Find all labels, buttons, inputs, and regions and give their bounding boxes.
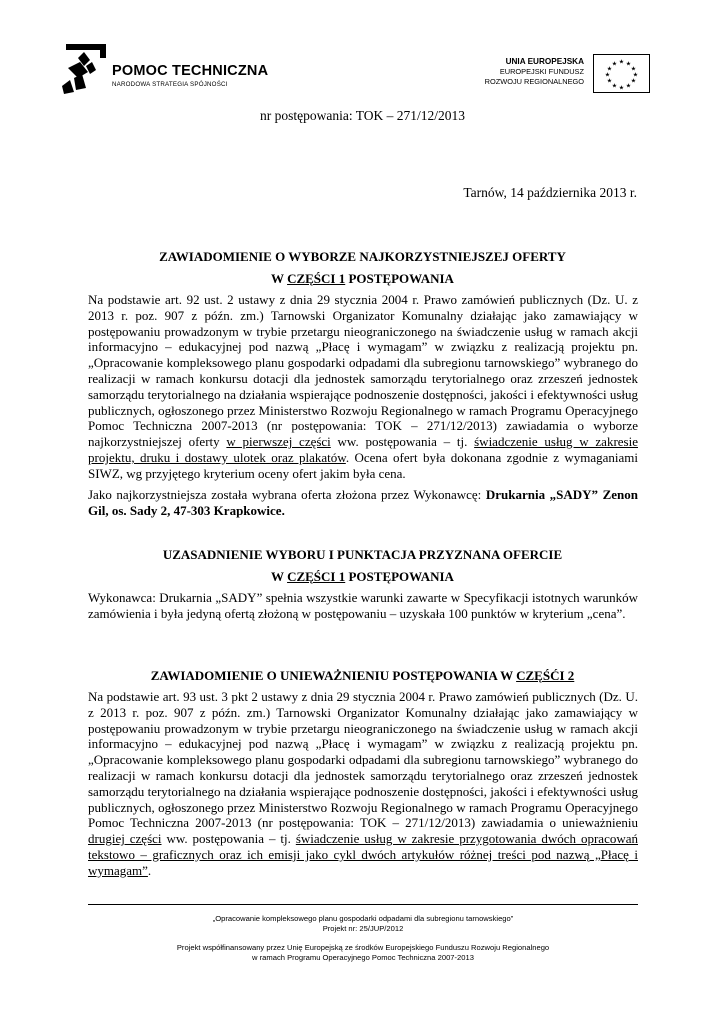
nss-logo-icon bbox=[60, 44, 108, 96]
svg-text:★: ★ bbox=[606, 65, 613, 73]
section1-heading-line2: W CZĘŚCI 1 POSTĘPOWANIA bbox=[271, 271, 454, 286]
eu-line2: EUROPEJSKI FUNDUSZ bbox=[499, 67, 584, 76]
footer-project bbox=[88, 914, 638, 934]
svg-text:★: ★ bbox=[625, 82, 632, 90]
section2-heading-line1: UZASADNIENIE WYBORU I PUNKTACJA PRZYZNANA OFERCIE bbox=[162, 547, 563, 562]
eu-text bbox=[485, 56, 584, 87]
section2-heading bbox=[88, 546, 637, 585]
svg-text:★: ★ bbox=[618, 84, 625, 92]
eu-stars-icon bbox=[593, 54, 650, 93]
svg-text:★: ★ bbox=[604, 71, 611, 79]
logo-subtitle: NARODOWA STRATEGIA SPÓJNOŚCI bbox=[112, 81, 228, 88]
eu-line1: UNIA EUROPEJSKA bbox=[505, 57, 584, 66]
logo-title: POMOC TECHNICZNA bbox=[112, 63, 269, 79]
svg-text:★: ★ bbox=[611, 60, 618, 68]
svg-text:★: ★ bbox=[606, 77, 613, 85]
eu-logo bbox=[470, 54, 650, 96]
footer-line4: w ramach Programu Operacyjnego Pomoc Techniczna 2007-2013 bbox=[252, 953, 474, 962]
section1-heading bbox=[88, 248, 637, 287]
svg-text:★: ★ bbox=[630, 77, 637, 85]
footer-funding bbox=[88, 943, 638, 963]
section2-paragraph: Wykonawca: Drukarnia „SADY” spełnia wszystkie warunki zawarte w Specyfikacji istotnych warunków zamówienia i była jedyną ofertą złożoną w postępowaniu – uzyskała 100 punktów w kryterium „cena”. bbox=[88, 590, 638, 621]
section3-heading: ZAWIADOMIENIE O UNIEWAŻNIENIU POSTĘPOWANIA W CZĘŚĆI 2 bbox=[150, 668, 575, 683]
eu-line3: ROZWOJU REGIONALNEGO bbox=[484, 77, 584, 86]
footer-line3: Projekt współfinansowany przez Unię Europejską ze środków Europejskiego Funduszu Rozwoju Regionalnego bbox=[176, 943, 550, 952]
footer-divider bbox=[88, 904, 638, 905]
document-date: Tarnów, 14 października 2013 r. bbox=[463, 185, 637, 200]
section2-heading-line2: W CZĘŚCI 1 POSTĘPOWANIA bbox=[271, 569, 454, 584]
svg-text:★: ★ bbox=[618, 58, 625, 66]
svg-text:★: ★ bbox=[611, 82, 618, 90]
svg-text:★: ★ bbox=[630, 65, 637, 73]
svg-text:★: ★ bbox=[632, 71, 639, 79]
reference-number: nr postępowania: TOK – 271/12/2013 bbox=[260, 108, 465, 123]
svg-text:★: ★ bbox=[625, 60, 632, 68]
section1-paragraph2: Jako najkorzystniejsza została wybrana oferta złożona przez Wykonawcę: Drukarnia „SADY” Zenon Gil, os. Sady 2, 47-303 Krapkowice. bbox=[88, 487, 639, 518]
section1-paragraph1: Na podstawie art. 92 ust. 2 ustawy z dnia 29 stycznia 2004 r. Prawo zamówień publicznych (Dz. U. z 2013 r. poz. 907 z późn. zm.) Tarnowski Organizator Komunalny działając jako zamawiający w postępowaniu prowadzonym w trybie przetargu nieograniczonego na świadczenie usług w ramach akcji informacyjno – edukacyjnej pod nazwą „Płacę i wymagam” w związku z realizacją projektu pn. „Opracowanie kompleksowego planu gospodarki odpadami dla subregionu tarnowskiego” wybranego do realizacji w ramach konkursu dotacji dla jednostek samorządu terytorialnego oraz zrzeszeń jednostek samorządu terytorialnego na działania wspierające podnoszenie dostępności, jakości i efektywności usług publicznych, ogłoszonego przez Ministerstwo Rozwoju Regionalnego w ramach Programu Operacyjnego Pomoc Techniczna 2007-2013 (nr postępowania: TOK – 271/12/2013) zawiadamia o wyborze najkorzystniejszej oferty w pierwszej części ww. postępowania – tj. świadczenie usług w zakresie projektu, druku i dostawy ulotek oraz plakatów. Ocena ofert była dokonana zgodnie z wymaganiami SIWZ, wg przyjętego kryterium oceny ofert jakim była cena. bbox=[88, 292, 638, 481]
pomoc-techniczna-logo bbox=[60, 44, 270, 96]
footer-line1: „Opracowanie kompleksowego planu gospodarki odpadami dla subregionu tarnowskiego” bbox=[212, 914, 514, 923]
section1-heading-line1: ZAWIADOMIENIE O WYBORZE NAJKORZYSTNIEJSZEJ OFERTY bbox=[159, 249, 566, 264]
footer-line2: Projekt nr: 25/JUP/2012 bbox=[322, 924, 404, 933]
section3-paragraph: Na podstawie art. 93 ust. 3 pkt 2 ustawy z dnia 29 stycznia 2004 r. Prawo zamówień publicznych (Dz. U. z 2013 r. poz. 907 z późn. zm.) Tarnowski Organizator Komunalny działając jako zamawiający w postępowaniu prowadzonym w trybie przetargu nieograniczonego na świadczenie usług w ramach akcji informacyjno – edukacyjnej pod nazwą „Płacę i wymagam” w związku z realizacją projektu pn. „Opracowanie kompleksowego planu gospodarki odpadami dla subregionu tarnowskiego” wybranego do realizacji w ramach konkursu dotacji dla jednostek samorządu terytorialnego oraz zrzeszeń jednostek samorządu terytorialnego na działania wspierające podnoszenie dostępności, jakości i efektywności usług publicznych, ogłoszonego przez Ministerstwo Rozwoju Regionalnego w ramach Programu Operacyjnego Pomoc Techniczna 2007-2013 (nr postępowania: TOK – 271/12/2013) zawiadamia o unieważnieniu drugiej części ww. postępowania – tj. świadczenie usług w zakresie przygotowania dwóch opracowań tekstowo – graficznych oraz ich emisji jako cykl dwóch artykułów różnej treści pod nazwą „Płacę i wymagam”. bbox=[88, 689, 638, 878]
